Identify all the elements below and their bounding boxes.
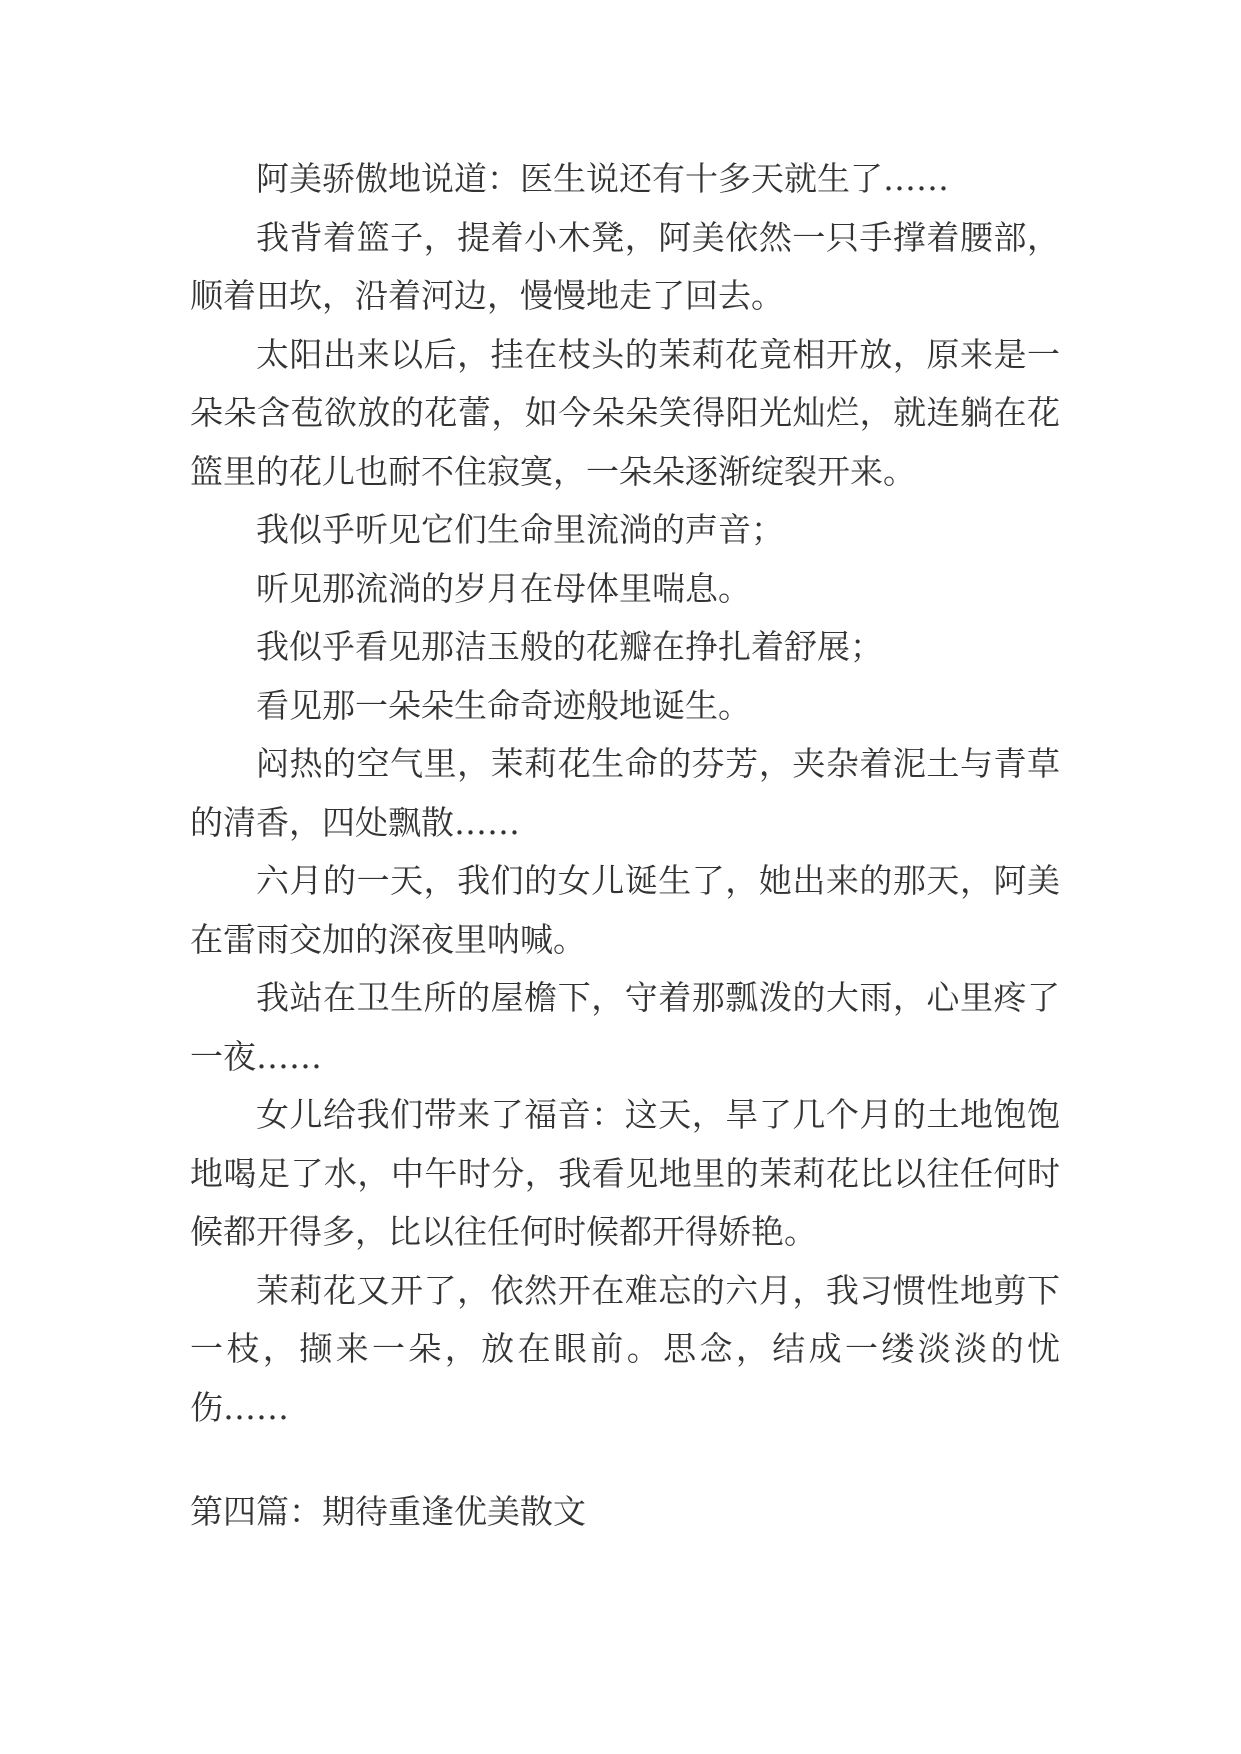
paragraph: 女儿给我们带来了福音：这天，旱了几个月的土地饱饱地喝足了水，中午时分，我看见地里的茉莉花比以往任何时候都开得多，比以往任何时候都开得娇艳。 <box>190 1095 1060 1251</box>
paragraph: 我背着篮子，提着小木凳，阿美依然一只手撑着腰部，顺着田坎，沿着河边，慢慢地走了回去。 <box>190 217 1060 315</box>
article-body <box>190 150 1060 1437</box>
paragraph: 我似乎听见它们生命里流淌的声音； <box>256 510 784 549</box>
section-heading: 第四篇：期待重逢优美散文 <box>190 1492 586 1531</box>
paragraph: 阿美骄傲地说道：医生说还有十多天就生了…… <box>256 159 949 198</box>
paragraph: 看见那一朵朵生命奇迹般地诞生。 <box>256 685 751 725</box>
paragraph: 我站在卫生所的屋檐下，守着那瓢泼的大雨，心里疼了一夜…… <box>190 978 1060 1076</box>
paragraph: 听见那流淌的岁月在母体里喘息。 <box>256 568 751 608</box>
paragraph: 太阳出来以后，挂在枝头的茉莉花竟相开放，原来是一朵朵含苞欲放的花蕾，如今朵朵笑得阳光灿烂，就连躺在花篮里的花儿也耐不住寂寞，一朵朵逐渐绽裂开来。 <box>190 334 1060 491</box>
paragraph: 我似乎看见那洁玉般的花瓣在挣扎着舒展； <box>256 627 883 666</box>
paragraph: 六月的一天，我们的女儿诞生了，她出来的那天，阿美在雷雨交加的深夜里呐喊。 <box>190 861 1060 959</box>
paragraph: 闷热的空气里，茉莉花生命的芬芳，夹杂着泥土与青草的清香，四处飘散…… <box>190 744 1060 842</box>
paragraph: 茉莉花又开了，依然开在难忘的六月，我习惯性地剪下一枝，撷来一朵，放在眼前。思念，结成一缕淡淡的忧伤…… <box>190 1270 1060 1427</box>
